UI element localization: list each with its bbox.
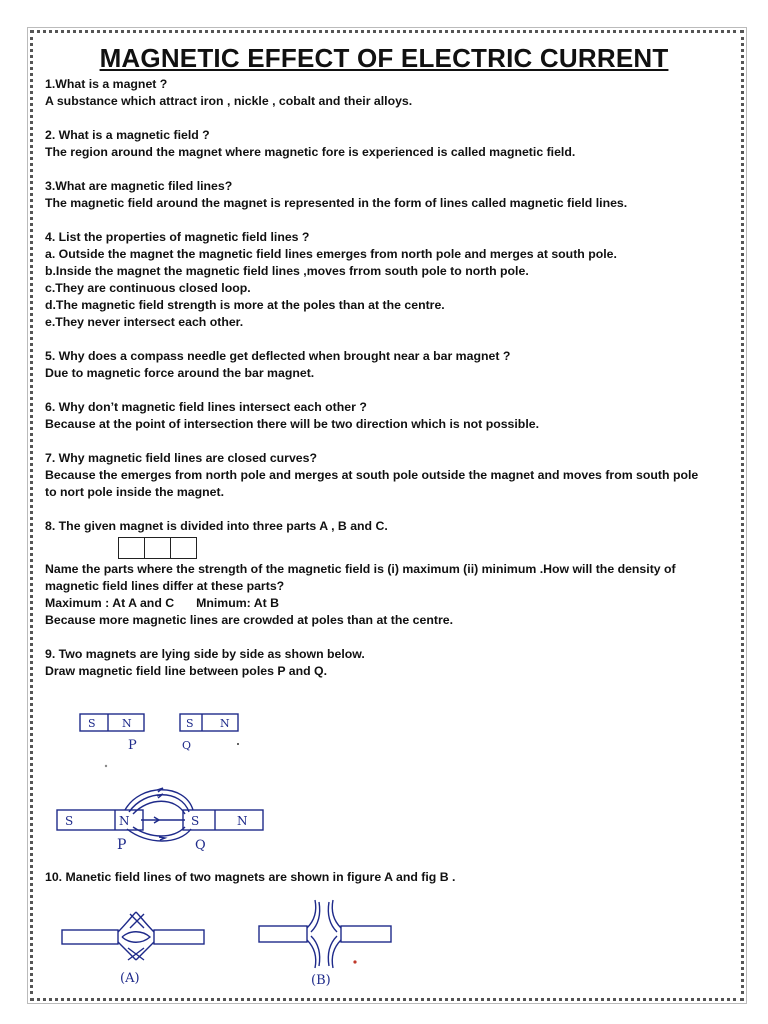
answer-text: A substance which attract iron , nickle , cobalt and their alloys. (45, 94, 413, 108)
pole-n-label: N (119, 814, 130, 828)
answer-line: Because more magnetic lines are crowded at poles than at the centre. (45, 613, 453, 627)
answer-line: a. Outside the magnet the magnetic field lines emerges from north pole and merges at south pole. (45, 247, 617, 261)
question-text: 8. The given magnet is divided into three parts A , B and C. (45, 519, 388, 533)
question-6 (45, 399, 725, 433)
question-text: 1.What is a magnet ? (45, 77, 168, 91)
question-text: Draw magnetic field line between poles P and Q. (45, 664, 327, 678)
pole-n-label: N (237, 814, 248, 828)
figure-b-label: (B) (311, 973, 331, 988)
question-4 (45, 229, 725, 331)
answer-line: e.They never intersect each other. (45, 315, 244, 329)
magnet-part-a (118, 537, 145, 559)
question-text: 9. Two magnets are lying side by side as shown below. (45, 647, 365, 661)
pole-s-label: S (88, 717, 96, 730)
magnet-part-c (170, 537, 197, 559)
pole-n-label: N (122, 717, 132, 730)
question-text: magnetic field lines differ at these parts? (45, 579, 285, 593)
magnet-part-b (144, 537, 171, 559)
pole-q-label: Q (182, 739, 192, 752)
answer-line: b.Inside the magnet the magnetic field lines ,moves frrom south pole to north pole. (45, 264, 529, 278)
pole-s-label: S (186, 717, 194, 730)
question-text: 7. Why magnetic field lines are closed curves? (45, 451, 317, 465)
pole-q-label: Q (195, 838, 206, 853)
pole-n-label: N (220, 717, 230, 730)
answer-line: c.They are continuous closed loop. (45, 281, 251, 295)
question-text: 3.What are magnetic filed lines? (45, 179, 233, 193)
answer-line (45, 595, 725, 612)
question-7 (45, 450, 725, 501)
question-9 (45, 646, 725, 680)
answer-text: The region around the magnet where magnetic fore is experienced is called magnetic field. (45, 145, 576, 159)
question-text: 6. Why don’t magnetic field lines intersect each other ? (45, 400, 367, 414)
question-text: 5. Why does a compass needle get deflected when brought near a bar magnet ? (45, 349, 511, 363)
question-text: 2. What is a magnetic field ? (45, 128, 210, 142)
pole-p-label: P (128, 738, 137, 753)
field-lines-answer-sketch (55, 775, 285, 855)
answer-line: d.The magnetic field strength is more at the poles than at the centre. (45, 298, 445, 312)
two-magnets-sketch (60, 700, 290, 780)
document-body (45, 76, 725, 680)
figure-b-sketch (255, 898, 405, 990)
answer-text: Due to magnetic force around the bar magnet. (45, 366, 315, 380)
answer-text: Because at the point of intersection there will be two direction which is not possible. (45, 417, 539, 431)
pole-s-label: S (65, 814, 74, 828)
page-title: MAGNETIC EFFECT OF ELECTRIC CURRENT (99, 43, 669, 73)
pole-p-label: P (117, 837, 127, 853)
question-text: Name the parts where the strength of the magnetic field is (i) maximum (ii) minimum .How will the density of (45, 562, 676, 576)
answer-text: The magnetic field around the magnet is represented in the form of lines called magnetic field lines. (45, 196, 628, 210)
maximum-answer: Maximum : At A and C (45, 596, 175, 610)
minimum-answer: Mnimum: At B (196, 596, 280, 610)
answer-line: to nort pole inside the magnet. (45, 485, 224, 499)
figure-a-label: (A) (120, 971, 140, 986)
question-2 (45, 127, 725, 161)
question-10-text: 10. Manetic field lines of two magnets are shown in figure A and fig B . (45, 870, 456, 884)
answer-line: Because the emerges from north pole and merges at south pole outside the magnet and moves from south pole (45, 468, 699, 482)
question-8 (45, 518, 725, 629)
question-3 (45, 178, 725, 212)
question-text: 4. List the properties of magnetic field lines ? (45, 230, 310, 244)
question-1 (45, 76, 725, 110)
question-5 (45, 348, 725, 382)
figure-a-sketch (60, 910, 210, 990)
three-part-magnet-diagram (119, 537, 725, 559)
pole-s-label: S (191, 814, 200, 828)
